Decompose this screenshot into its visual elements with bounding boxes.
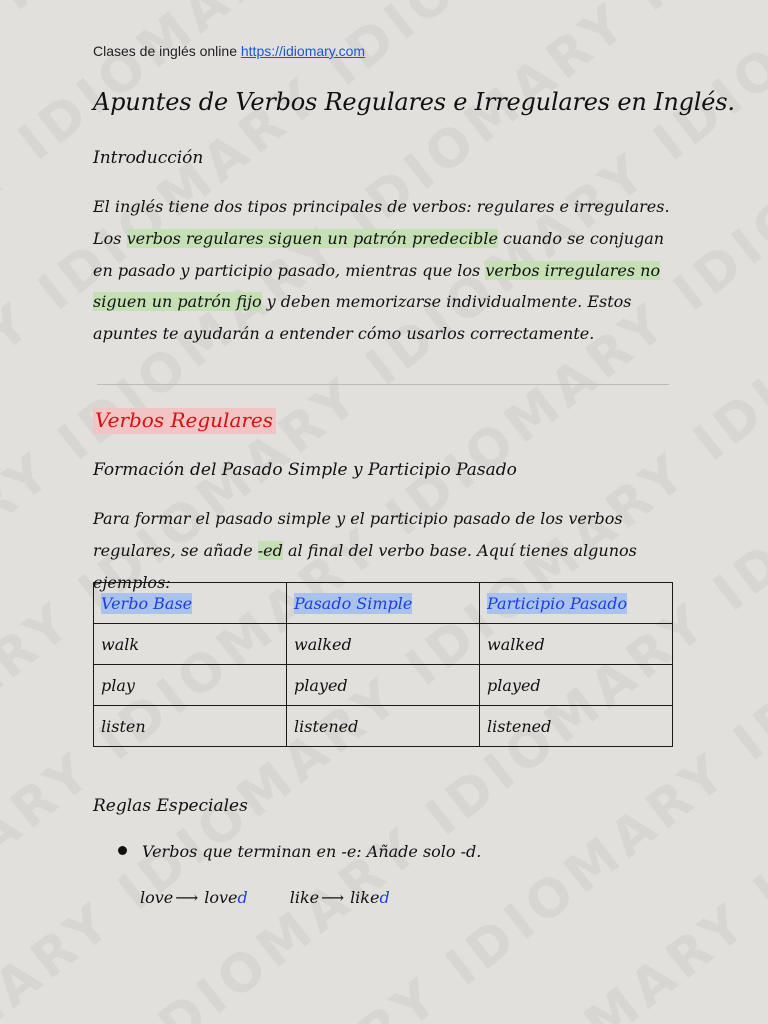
intro-text-1: El inglés tiene dos tipos principales de verbos: regulares e irregulares. Los — [93, 197, 670, 248]
header-line — [93, 43, 365, 59]
site-link[interactable]: https://idiomary.com — [240, 43, 366, 59]
arrow-icon: ⟶ — [175, 888, 199, 907]
table-row — [94, 706, 673, 747]
table-cell: played — [480, 665, 673, 706]
example-result-stem: like — [350, 888, 380, 907]
table-cell: listened — [287, 706, 480, 747]
examples-line — [140, 888, 390, 907]
table-cell: walked — [287, 624, 480, 665]
example-result-suffix: d — [237, 888, 248, 907]
table-cell: walked — [480, 624, 673, 665]
example-base: love — [140, 888, 174, 907]
table-row — [94, 665, 673, 706]
bullet-text: Verbos que terminan en -e: Añade solo -d. — [142, 842, 482, 861]
arrow-icon: ⟶ — [321, 888, 345, 907]
header-pasado-simple: Pasado Simple — [294, 593, 413, 613]
formation-subheading: Formación del Pasado Simple y Participio Pasado — [93, 460, 517, 480]
formation-text-1: Para formar el pasado simple y el participio pasado de los verbos regulares, se añade — [93, 509, 623, 560]
header-participio-pasado: Participio Pasado — [487, 593, 628, 613]
formation-text-2: al final del verbo base. Aquí tienes algunos ejemplos: — [93, 540, 637, 592]
site-label: Clases de inglés online — [93, 43, 237, 59]
table-header-cell — [480, 583, 673, 624]
header-verbo-base: Verbo Base — [101, 593, 193, 613]
page-title: Apuntes de Verbos Regulares e Irregulares en Inglés. — [93, 88, 735, 116]
table-header-cell — [287, 583, 480, 624]
special-rules-heading: Reglas Especiales — [93, 796, 248, 816]
intro-heading: Introducción — [93, 148, 204, 168]
table-header-row — [94, 583, 673, 624]
example-result-suffix: d — [379, 888, 390, 907]
table-header-cell — [94, 583, 287, 624]
list-item — [118, 842, 481, 861]
intro-text-3: y deben memorizarse individualmente. Estos apuntes te ayudarán a entender cómo usarlos correctamente. — [93, 292, 632, 344]
table-cell: play — [94, 665, 287, 706]
verbs-table — [93, 582, 673, 747]
section-divider — [97, 384, 669, 385]
table-cell: listened — [480, 706, 673, 747]
intro-highlight-1: verbos regulares siguen un patrón predecible — [126, 228, 498, 248]
example-base: like — [289, 888, 320, 907]
ed-highlight: -ed — [257, 540, 283, 560]
table-row — [94, 624, 673, 665]
intro-highlight-2: verbos irregulares no siguen un patrón fijo — [93, 260, 661, 312]
intro-paragraph — [93, 191, 678, 350]
example-result-stem: love — [204, 888, 238, 907]
bullet-icon — [118, 846, 127, 855]
intro-text-2: cuando se conjugan en pasado y participio pasado, mientras que los — [93, 228, 665, 280]
table-cell: played — [287, 665, 480, 706]
regulares-heading: Verbos Regulares — [93, 408, 276, 434]
table-cell: walk — [94, 624, 287, 665]
table-cell: listen — [94, 706, 287, 747]
